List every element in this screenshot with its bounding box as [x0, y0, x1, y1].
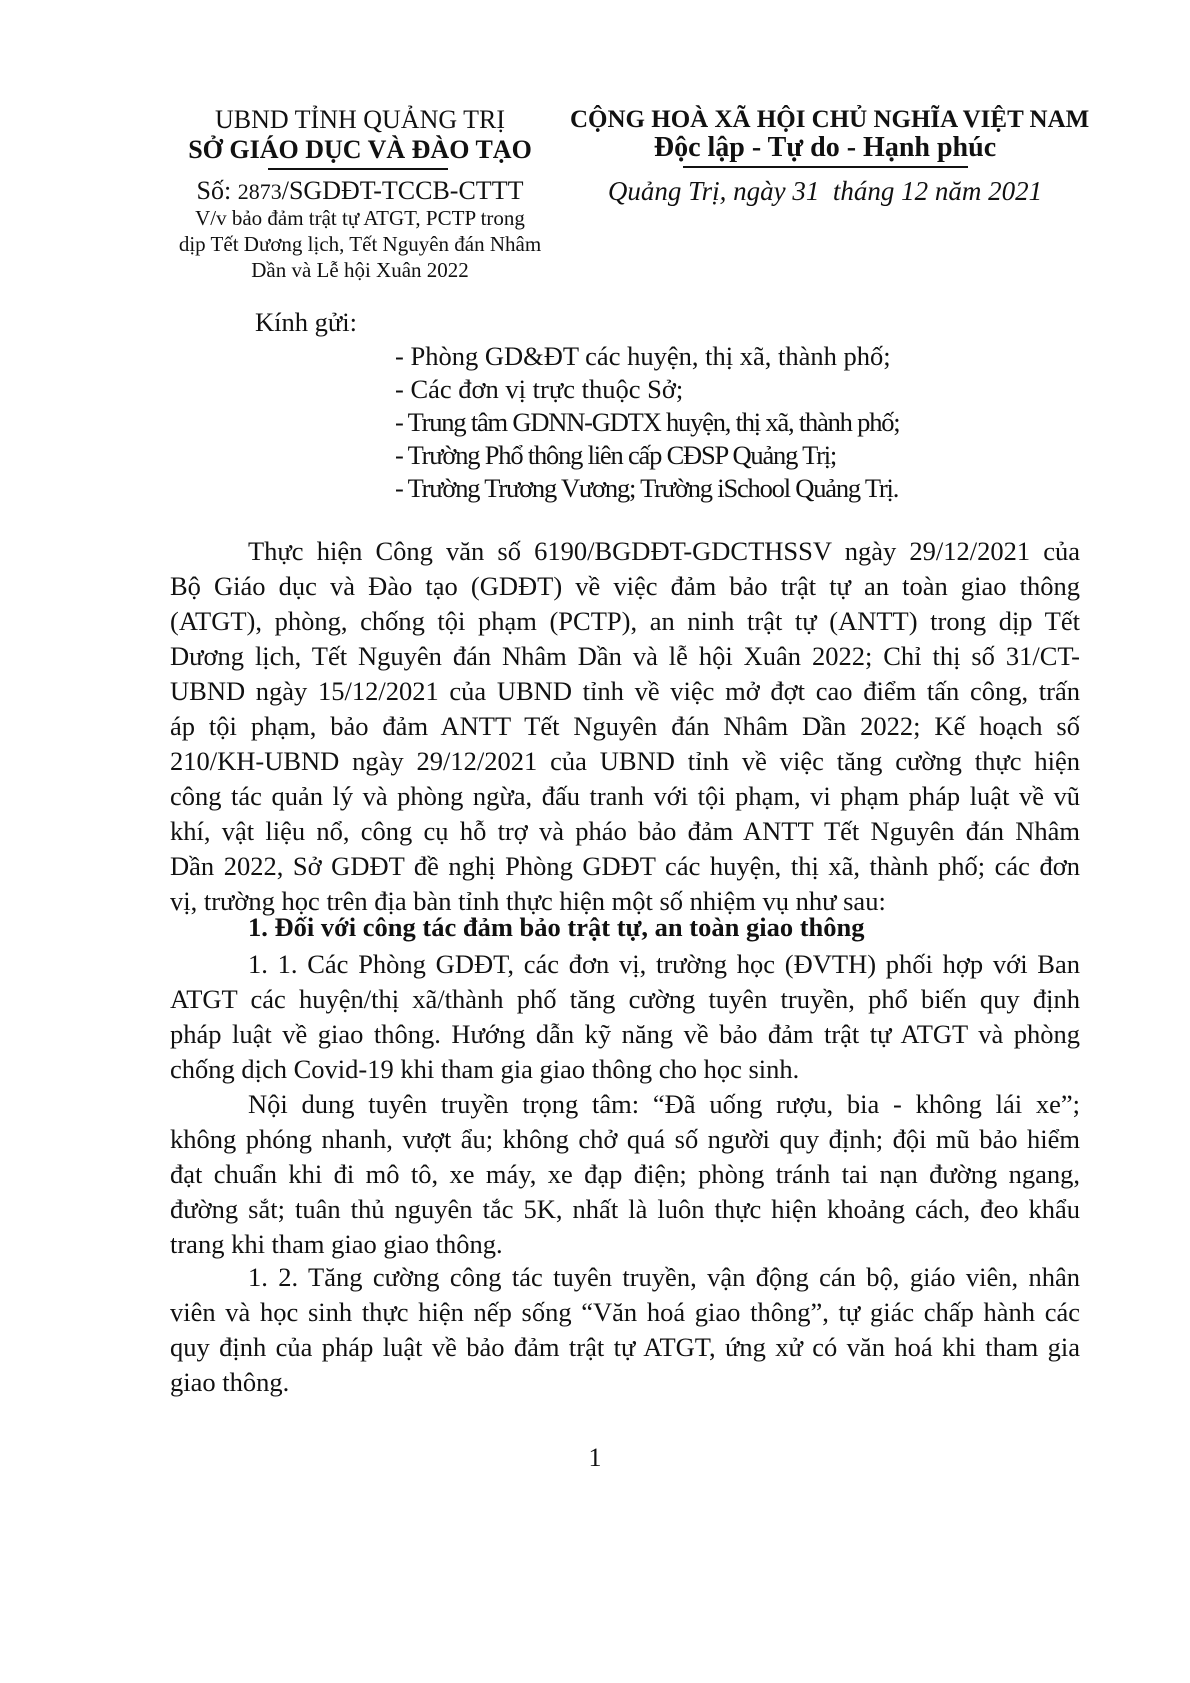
recipients-label: Kính gửi:: [255, 307, 357, 337]
intro-line: 210/KH-UBND ngày 29/12/2021 của UBND tỉnh về việc tăng cường thực hiện: [170, 746, 1080, 776]
item-1-1-paragraph: [170, 947, 1080, 1087]
content-focus-line: Nội dung tuyên truyền trọng tâm: “Đã uống rượu, bia - không lái xe”;: [248, 1089, 1080, 1119]
intro-line: vị, trường học trên địa bàn tỉnh thực hiện một số nhiệm vụ như sau:: [170, 886, 886, 916]
org-name-line2: SỞ GIÁO DỤC VÀ ĐÀO TẠO: [188, 135, 532, 164]
intro-line: Thực hiện Công văn số 6190/BGDĐT-GDCTHSSV ngày 29/12/2021 của: [248, 536, 1080, 566]
content-focus-line: đạt chuẩn khi đi mô tô, xe máy, xe đạp điện; phòng tránh tai nạn đường ngang,: [170, 1159, 1080, 1189]
intro-line: Dần 2022, Sở GDĐT đề nghị Phòng GDĐT các huyện, thị xã, thành phố; các đơn: [170, 851, 1080, 881]
content-focus-line: đường sắt; tuân thủ nguyên tắc 5K, nhất là luôn thực hiện khoảng cách, đeo khẩu: [170, 1194, 1080, 1224]
section-1-heading: 1. Đối với công tác đảm bảo trật tự, an toàn giao thông: [248, 912, 865, 942]
nation-motto: Độc lập - Tự do - Hạnh phúc: [653, 132, 997, 163]
recipient-item: - Trường Phổ thông liên cấp CĐSP Quảng Trị;: [395, 440, 837, 470]
intro-paragraph: [170, 534, 1080, 919]
doc-number-suffix: /SGDĐT-TCCB-CTTT: [281, 176, 524, 205]
intro-line: khí, vật liệu nổ, công cụ hỗ trợ và pháo bảo đảm ANTT Tết Nguyên đán Nhâm: [170, 816, 1080, 846]
subject-line-1: V/v bảo đảm trật tự ATGT, PCTP trong: [195, 206, 525, 230]
doc-number: [150, 176, 570, 207]
date-prefix: Quảng Trị, ngày: [607, 176, 786, 206]
item-1-1-line: ATGT các huyện/thị xã/thành phố tăng cường tuyên truyền, phổ biến quy định: [170, 984, 1080, 1014]
content-focus-paragraph: [170, 1087, 1080, 1262]
date-suffix: tháng 12 năm 2021: [832, 176, 1043, 206]
recipient-item: - Các đơn vị trực thuộc Sở;: [395, 374, 684, 404]
content-focus-line: trang khi tham giao giao thông.: [170, 1229, 503, 1259]
org-name-line1: UBND TỈNH QUẢNG TRỊ: [214, 105, 506, 134]
page-number: 1: [588, 1443, 602, 1472]
item-1-2-line: viên và học sinh thực hiện nếp sống “Văn hoá giao thông”, tự giác chấp hành các: [170, 1297, 1080, 1327]
subject-line-2: dịp Tết Dương lịch, Tết Nguyên đán Nhâm: [178, 232, 542, 256]
item-1-2-paragraph: [170, 1260, 1080, 1400]
recipient-item: - Trường Trương Vương; Trường iSchool Quảng Trị.: [395, 473, 899, 503]
subject-line-3: Dần và Lễ hội Xuân 2022: [251, 258, 469, 282]
item-1-2-line: 1. 2. Tăng cường công tác tuyên truyền, vận động cán bộ, giáo viên, nhân: [248, 1262, 1080, 1292]
recipient-item: - Trung tâm GDNN-GDTX huyện, thị xã, thành phố;: [395, 407, 900, 437]
issue-date: [570, 176, 1080, 206]
intro-line: Dương lịch, Tết Nguyên đán Nhâm Dần và lễ hội Xuân 2022; Chỉ thị số 31/CT-: [170, 641, 1080, 671]
item-1-2-line: quy định của pháp luật về bảo đảm trật tự ATGT, ứng xử có văn hoá khi tham gia: [170, 1332, 1080, 1362]
doc-number-prefix: Số:: [196, 176, 232, 205]
doc-number-value: 2873: [237, 179, 282, 204]
motto-underline: [683, 166, 968, 168]
nation-title: CỘNG HOÀ XÃ HỘI CHỦ NGHĨA VIỆT NAM: [570, 106, 1090, 133]
item-1-1-line: pháp luật về giao thông. Hướng dẫn kỹ năng về bảo đảm trật tự ATGT và phòng: [170, 1019, 1080, 1049]
item-1-1-line: 1. 1. Các Phòng GDĐT, các đơn vị, trường học (ĐVTH) phối hợp với Ban: [248, 949, 1080, 979]
recipient-item: - Phòng GD&ĐT các huyện, thị xã, thành phố;: [395, 341, 891, 371]
intro-line: công tác quản lý và phòng ngừa, đấu tranh với tội phạm, vi phạm pháp luật về vũ: [170, 781, 1080, 811]
intro-line: áp tội phạm, bảo đảm ANTT Tết Nguyên đán Nhâm Dần 2022; Kế hoạch số: [170, 711, 1080, 741]
intro-line: Bộ Giáo dục và Đào tạo (GDĐT) về việc đảm bảo trật tự an toàn giao thông: [170, 571, 1080, 601]
org-underline: [268, 168, 448, 170]
intro-line: (ATGT), phòng, chống tội phạm (PCTP), an ninh trật tự (ANTT) trong dịp Tết: [170, 606, 1080, 636]
content-focus-line: không phóng nhanh, vượt ẩu; không chở quá số người quy định; đội mũ bảo hiểm: [170, 1124, 1080, 1154]
item-1-2-line: giao thông.: [170, 1367, 290, 1397]
item-1-1-line: chống dịch Covid-19 khi tham gia giao thông cho học sinh.: [170, 1054, 800, 1084]
intro-line: UBND ngày 15/12/2021 của UBND tỉnh về việc mở đợt cao điểm tấn công, trấn: [170, 676, 1080, 706]
date-day: 31: [792, 176, 820, 206]
